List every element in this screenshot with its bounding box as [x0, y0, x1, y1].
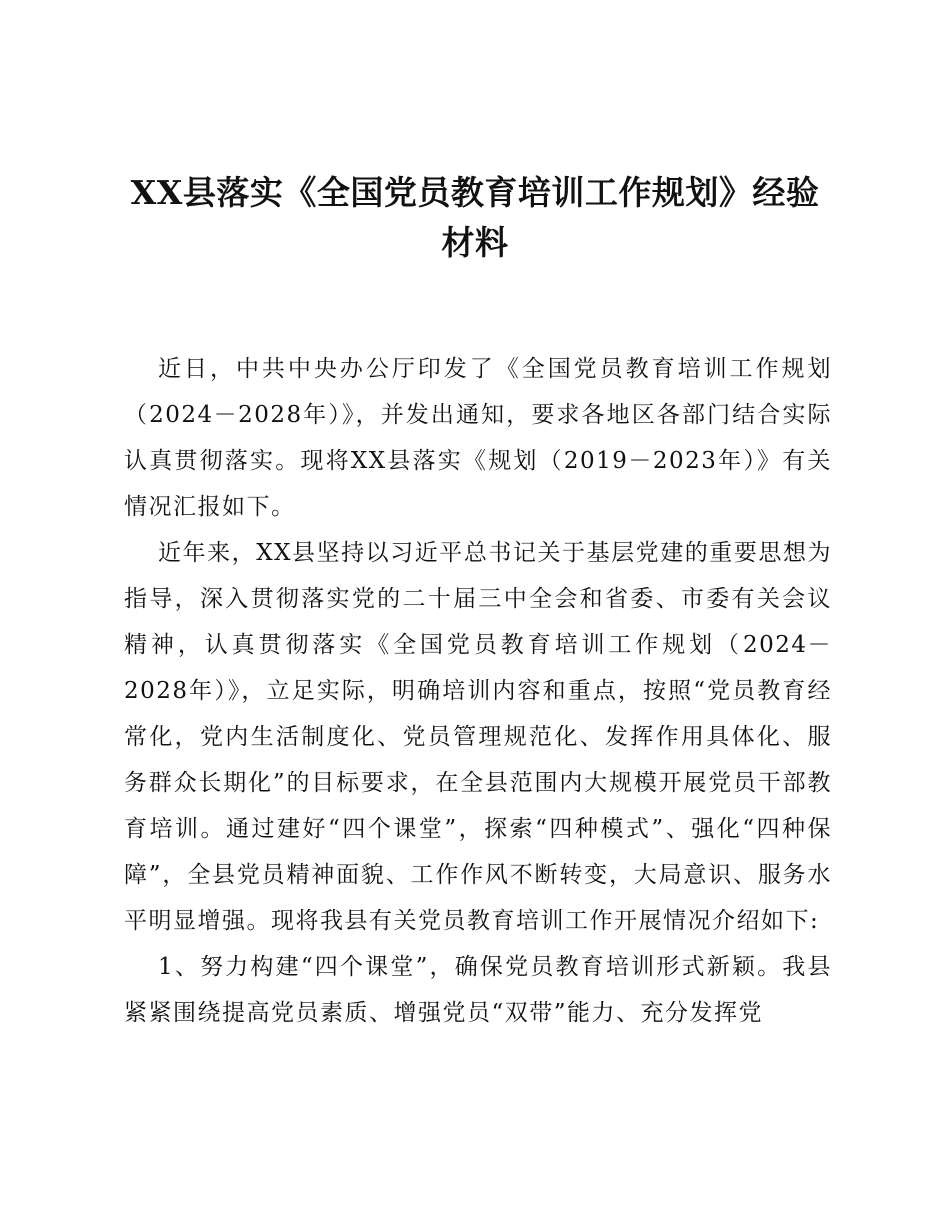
paragraph-intro: 近日，中共中央办公厅印发了《全国党员教育培训工作规划（2024－2028年）》，并发出通知，要求各地区各部门结合实际认真贯彻落实。现将XX县落实《规划（2019－2023年）》有关情况汇报如下。: [124, 356, 832, 520]
paragraph-overview: 近年来，XX县坚持以习近平总书记关于基层党建的重要思想为指导，深入贯彻落实党的二十届三中全会和省委、市委有关会议精神，认真贯彻落实《全国党员教育培训工作规划（2024－2028年）》，立足实际，明确培训内容和重点，按照“党员教育经常化，党内生活制度化、党员管理规范化、发挥作用具体化、服务群众长期化”的目标要求，在全县范围内大规模开展党员干部教育培训。通过建好“四个课堂”，探索“四种模式”、强化“四种保障”，全县党员精神面貌、工作作风不断转变，大局意识、服务水平明显增强。现将我县有关党员教育培训工作开展情况介绍如下:: [124, 540, 832, 934]
document-body: [124, 346, 832, 1036]
title-line-2: 材料: [441, 223, 509, 262]
document-title: [100, 168, 850, 268]
title-line-1: XX县落实《全国党员教育培训工作规划》经验: [130, 173, 820, 212]
paragraph-section-1: 1、努力构建“四个课堂”，确保党员教育培训形式新颖。我县紧紧围绕提高党员素质、增强党员“双带”能力、充分发挥党: [124, 954, 832, 1026]
